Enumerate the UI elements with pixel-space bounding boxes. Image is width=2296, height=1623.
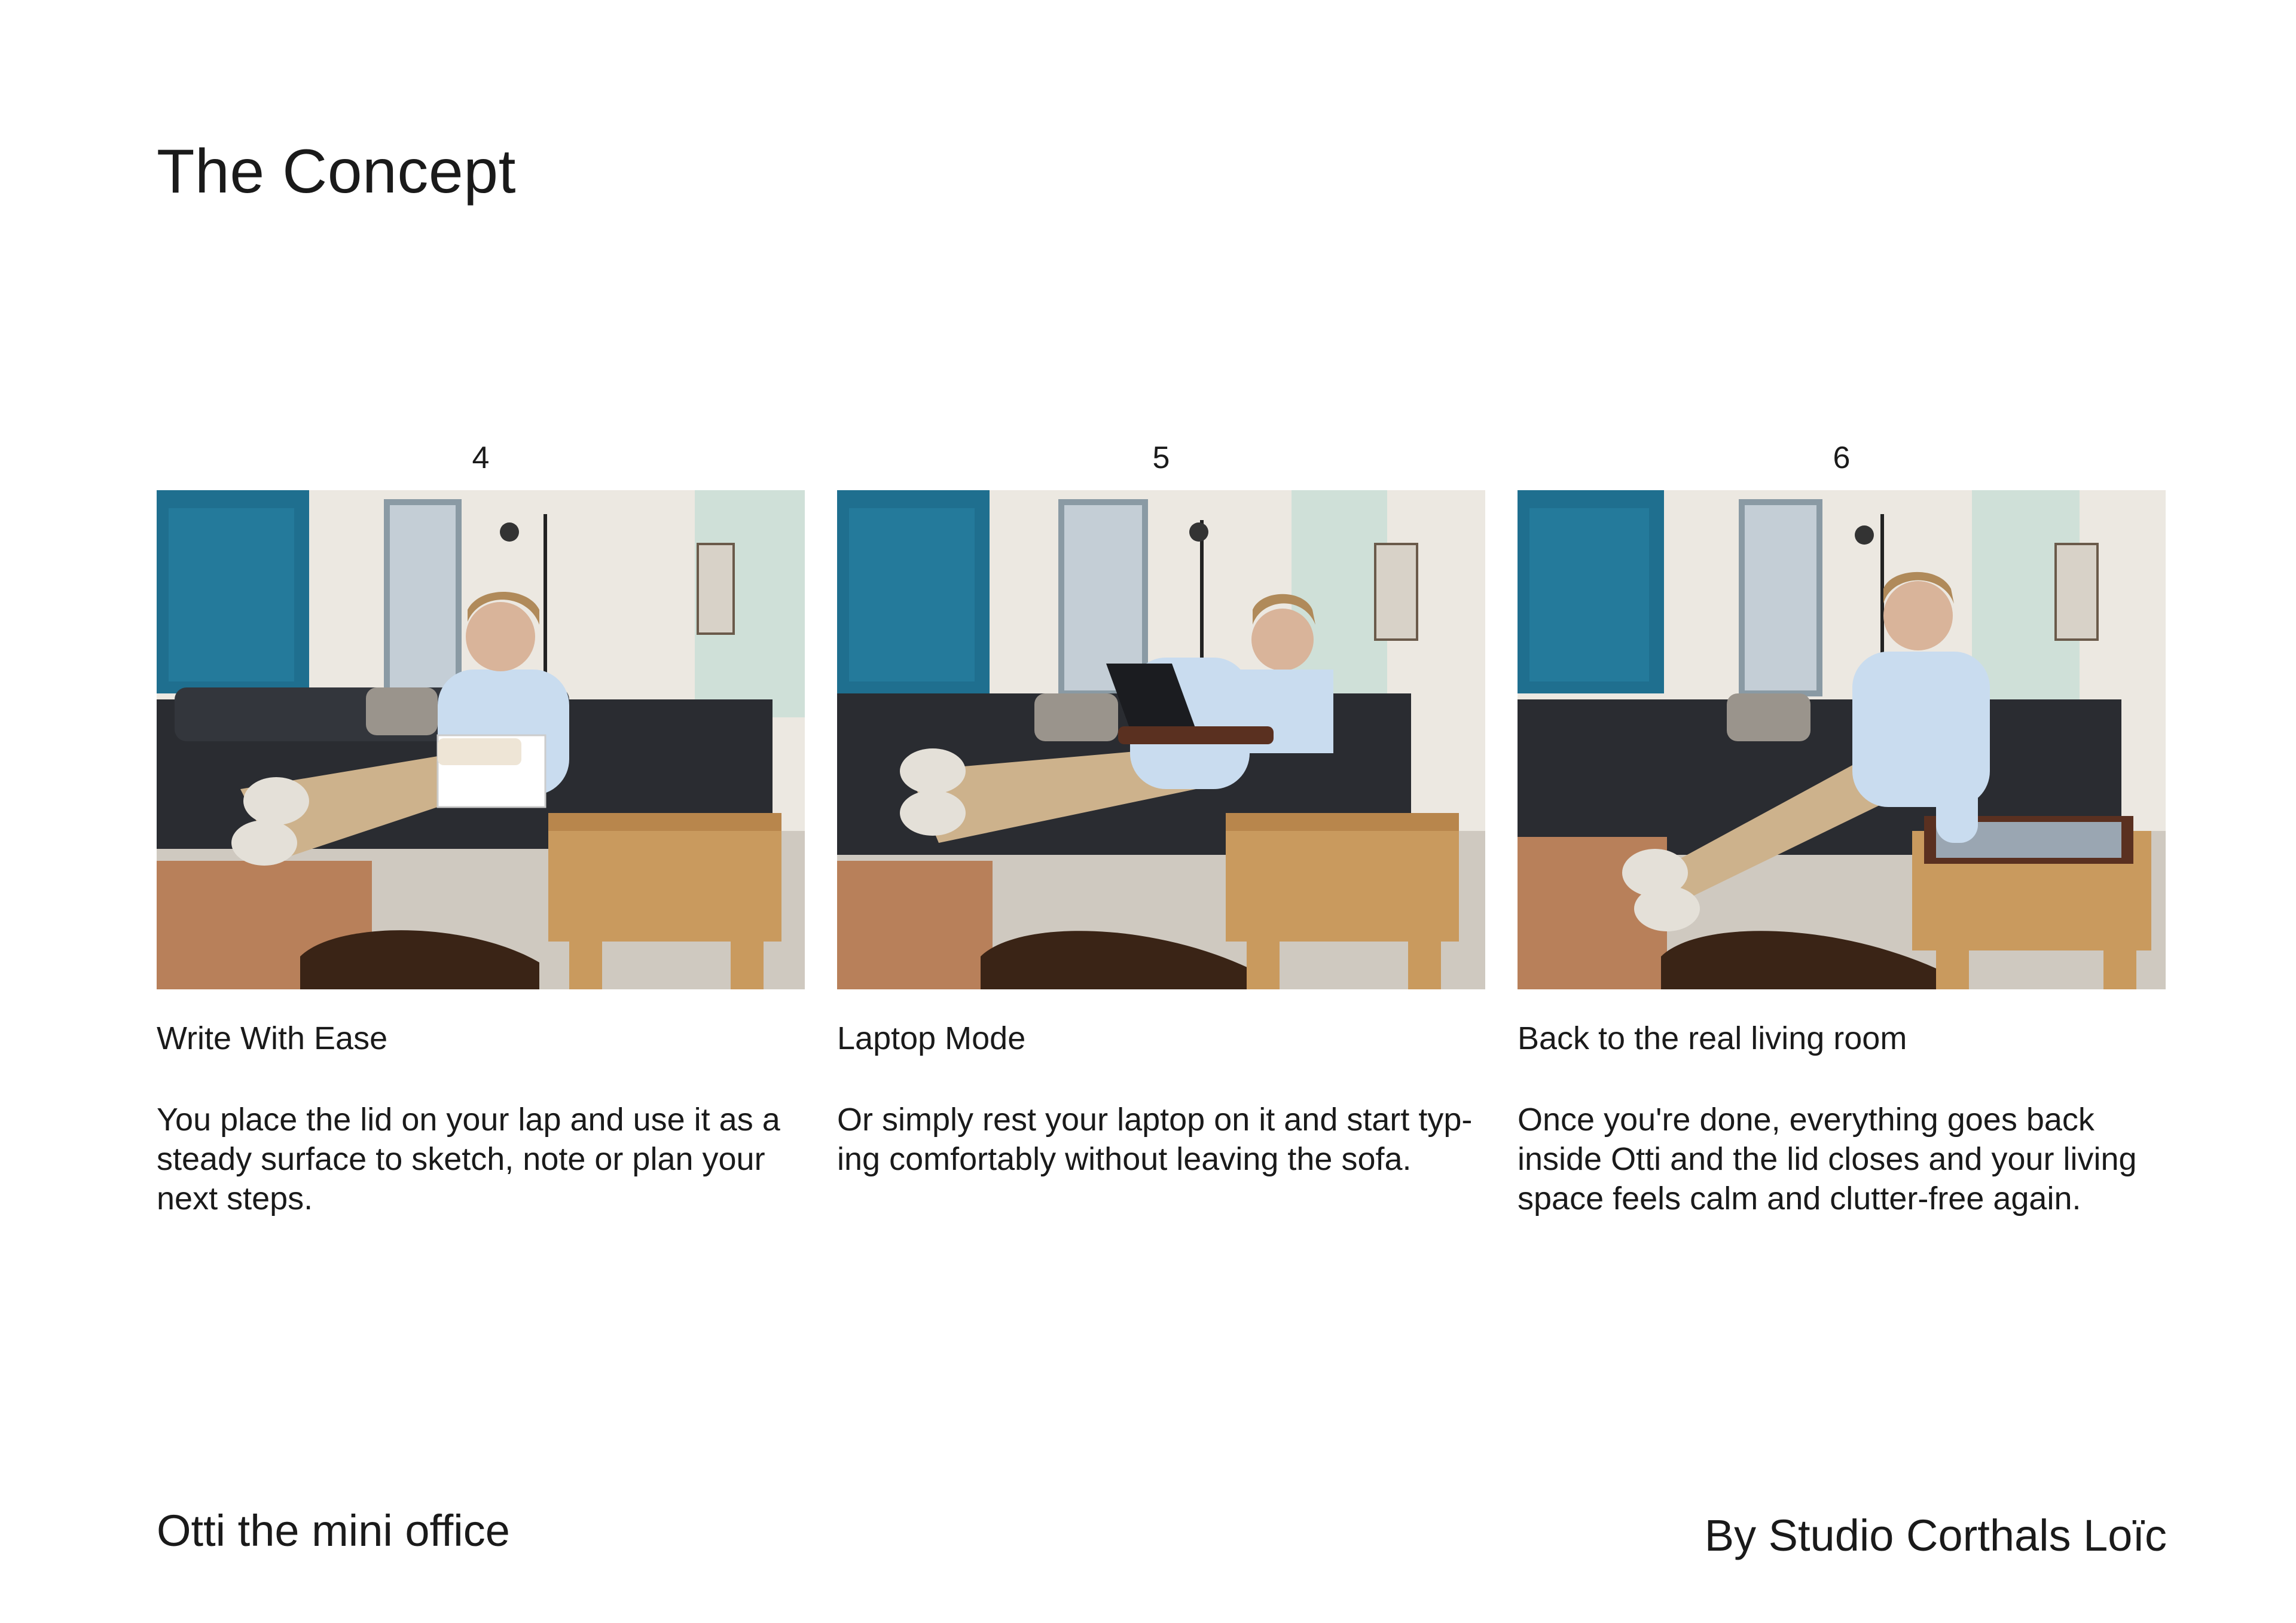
step-number: 5: [1152, 441, 1170, 475]
person-closing-lid-photo: [1518, 490, 2166, 989]
panel-caption: Write With Ease: [157, 1020, 388, 1056]
studio-credit: By Studio Corthals Loïc: [1704, 1511, 2167, 1560]
panel-description: You place the lid on your lap and use it as a steady surface to sketch, note or plan your next steps.: [157, 1101, 780, 1217]
panel-laptop-mode: [837, 442, 1485, 1179]
page-title: The Concept: [157, 137, 516, 206]
panel-caption: Laptop Mode: [837, 1020, 1026, 1056]
step-number: 4: [472, 441, 490, 475]
project-name: Otti the mini office: [157, 1506, 510, 1555]
panel-write-with-ease: [157, 442, 805, 1218]
person-writing-on-lid-photo: [157, 490, 805, 989]
panel-back-to-living-room: [1518, 442, 2166, 1218]
panel-caption: Back to the real living room: [1518, 1020, 1907, 1056]
person-typing-on-laptop-photo: [837, 490, 1485, 989]
step-number: 6: [1833, 441, 1851, 475]
panel-description: Once you're done, everything goes back inside Otti and the lid closes and your living space feels calm and clutter-free again.: [1518, 1101, 2137, 1217]
panel-description: Or simply rest your laptop on it and start typ-ing comfortably without leaving the sofa.: [837, 1101, 1473, 1177]
